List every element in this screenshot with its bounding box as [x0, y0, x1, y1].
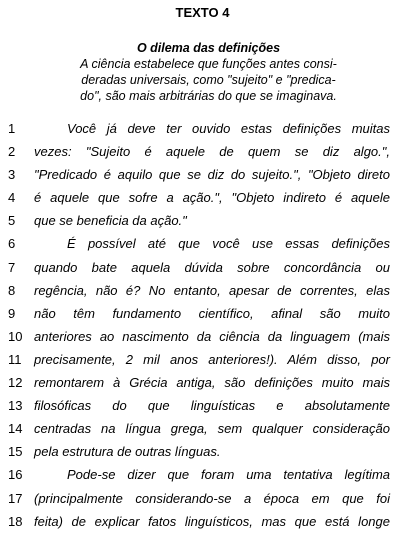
line-text: "Predicado é aquilo que se diz do sujeito.", "Objeto direto [34, 167, 390, 183]
line-text: vezes: "Sujeito é aquele de quem se diz algo.", [34, 144, 390, 160]
line-number: 3 [8, 167, 16, 183]
line-number: 16 [8, 467, 23, 483]
line-number: 7 [8, 259, 16, 275]
line-text: Você já deve ter ouvido estas definições muitas [67, 121, 390, 136]
line-text: é aquele que sofre a ação.", "Objeto indireto é aquele [34, 190, 390, 206]
line-number: 18 [8, 513, 23, 529]
text-line [0, 144, 405, 167]
line-text: centradas na língua grega, sem qualquer consideração [34, 421, 390, 437]
line-number: 13 [8, 398, 23, 414]
line-number: 10 [8, 328, 23, 344]
text-line [0, 421, 405, 444]
line-number: 4 [8, 190, 16, 206]
article-title: O dilema das definições [136, 41, 281, 55]
text-line [0, 306, 405, 329]
text-line [0, 352, 405, 375]
article-subtitle-line-1: A ciência estabelece que funções antes consi- [80, 57, 337, 71]
line-number: 8 [8, 282, 16, 298]
line-text: É possível até que você use essas definições [67, 236, 390, 252]
line-text: remontarem à Grécia antiga, são definições muito mais [34, 375, 390, 391]
text-line [0, 398, 405, 421]
line-number: 14 [8, 421, 23, 437]
article-subtitle-line-2: deradas universais, como "sujeito" e "predica- [81, 73, 336, 87]
article-subtitle-line-3: do", são mais arbitrárias do que se imaginava. [80, 89, 337, 103]
text-line [0, 121, 405, 144]
text-line [0, 491, 405, 514]
line-number: 6 [8, 236, 16, 252]
text-line [0, 190, 405, 213]
numbered-body-text [0, 121, 405, 537]
line-text: Pode-se dizer que foram uma tentativa legítima [67, 467, 390, 483]
text-line [0, 260, 405, 283]
text-line [0, 444, 405, 467]
text-line [0, 283, 405, 306]
line-text: quando bate aquela dúvida sobre concordância ou [34, 259, 390, 275]
line-number: 2 [8, 144, 16, 160]
text-line [0, 329, 405, 352]
line-number: 12 [8, 375, 23, 391]
line-text: pela estrutura de outras línguas. [34, 444, 221, 460]
text-line [0, 236, 405, 259]
text-line [0, 375, 405, 398]
text-label: TEXTO 4 [175, 5, 230, 20]
text-line [0, 467, 405, 490]
line-text: anteriores ao nascimento da ciência da linguagem (mais [34, 328, 390, 344]
line-number: 11 [8, 351, 22, 367]
line-text: (principalmente considerando-se a época em que foi [34, 490, 390, 506]
article-heading [20, 40, 397, 104]
line-number: 5 [8, 213, 16, 229]
line-text: feita) de explicar fatos linguísticos, mas que está longe [34, 513, 390, 529]
line-text: regência, não é? No entanto, apesar de correntes, elas [34, 282, 390, 298]
line-number: 9 [8, 305, 16, 321]
line-number: 17 [8, 490, 23, 506]
line-number: 1 [8, 121, 16, 136]
line-number: 15 [8, 444, 23, 460]
text-line [0, 514, 405, 537]
line-text: que se beneficia da ação." [34, 213, 187, 229]
line-text: não têm fundamento científico, afinal são muito [34, 305, 390, 321]
text-line [0, 213, 405, 236]
text-line [0, 167, 405, 190]
line-text: precisamente, 2 mil anos anteriores!). Além disso, por [34, 351, 390, 367]
line-text: filosóficas do que linguísticas e absolutamente [34, 398, 390, 414]
